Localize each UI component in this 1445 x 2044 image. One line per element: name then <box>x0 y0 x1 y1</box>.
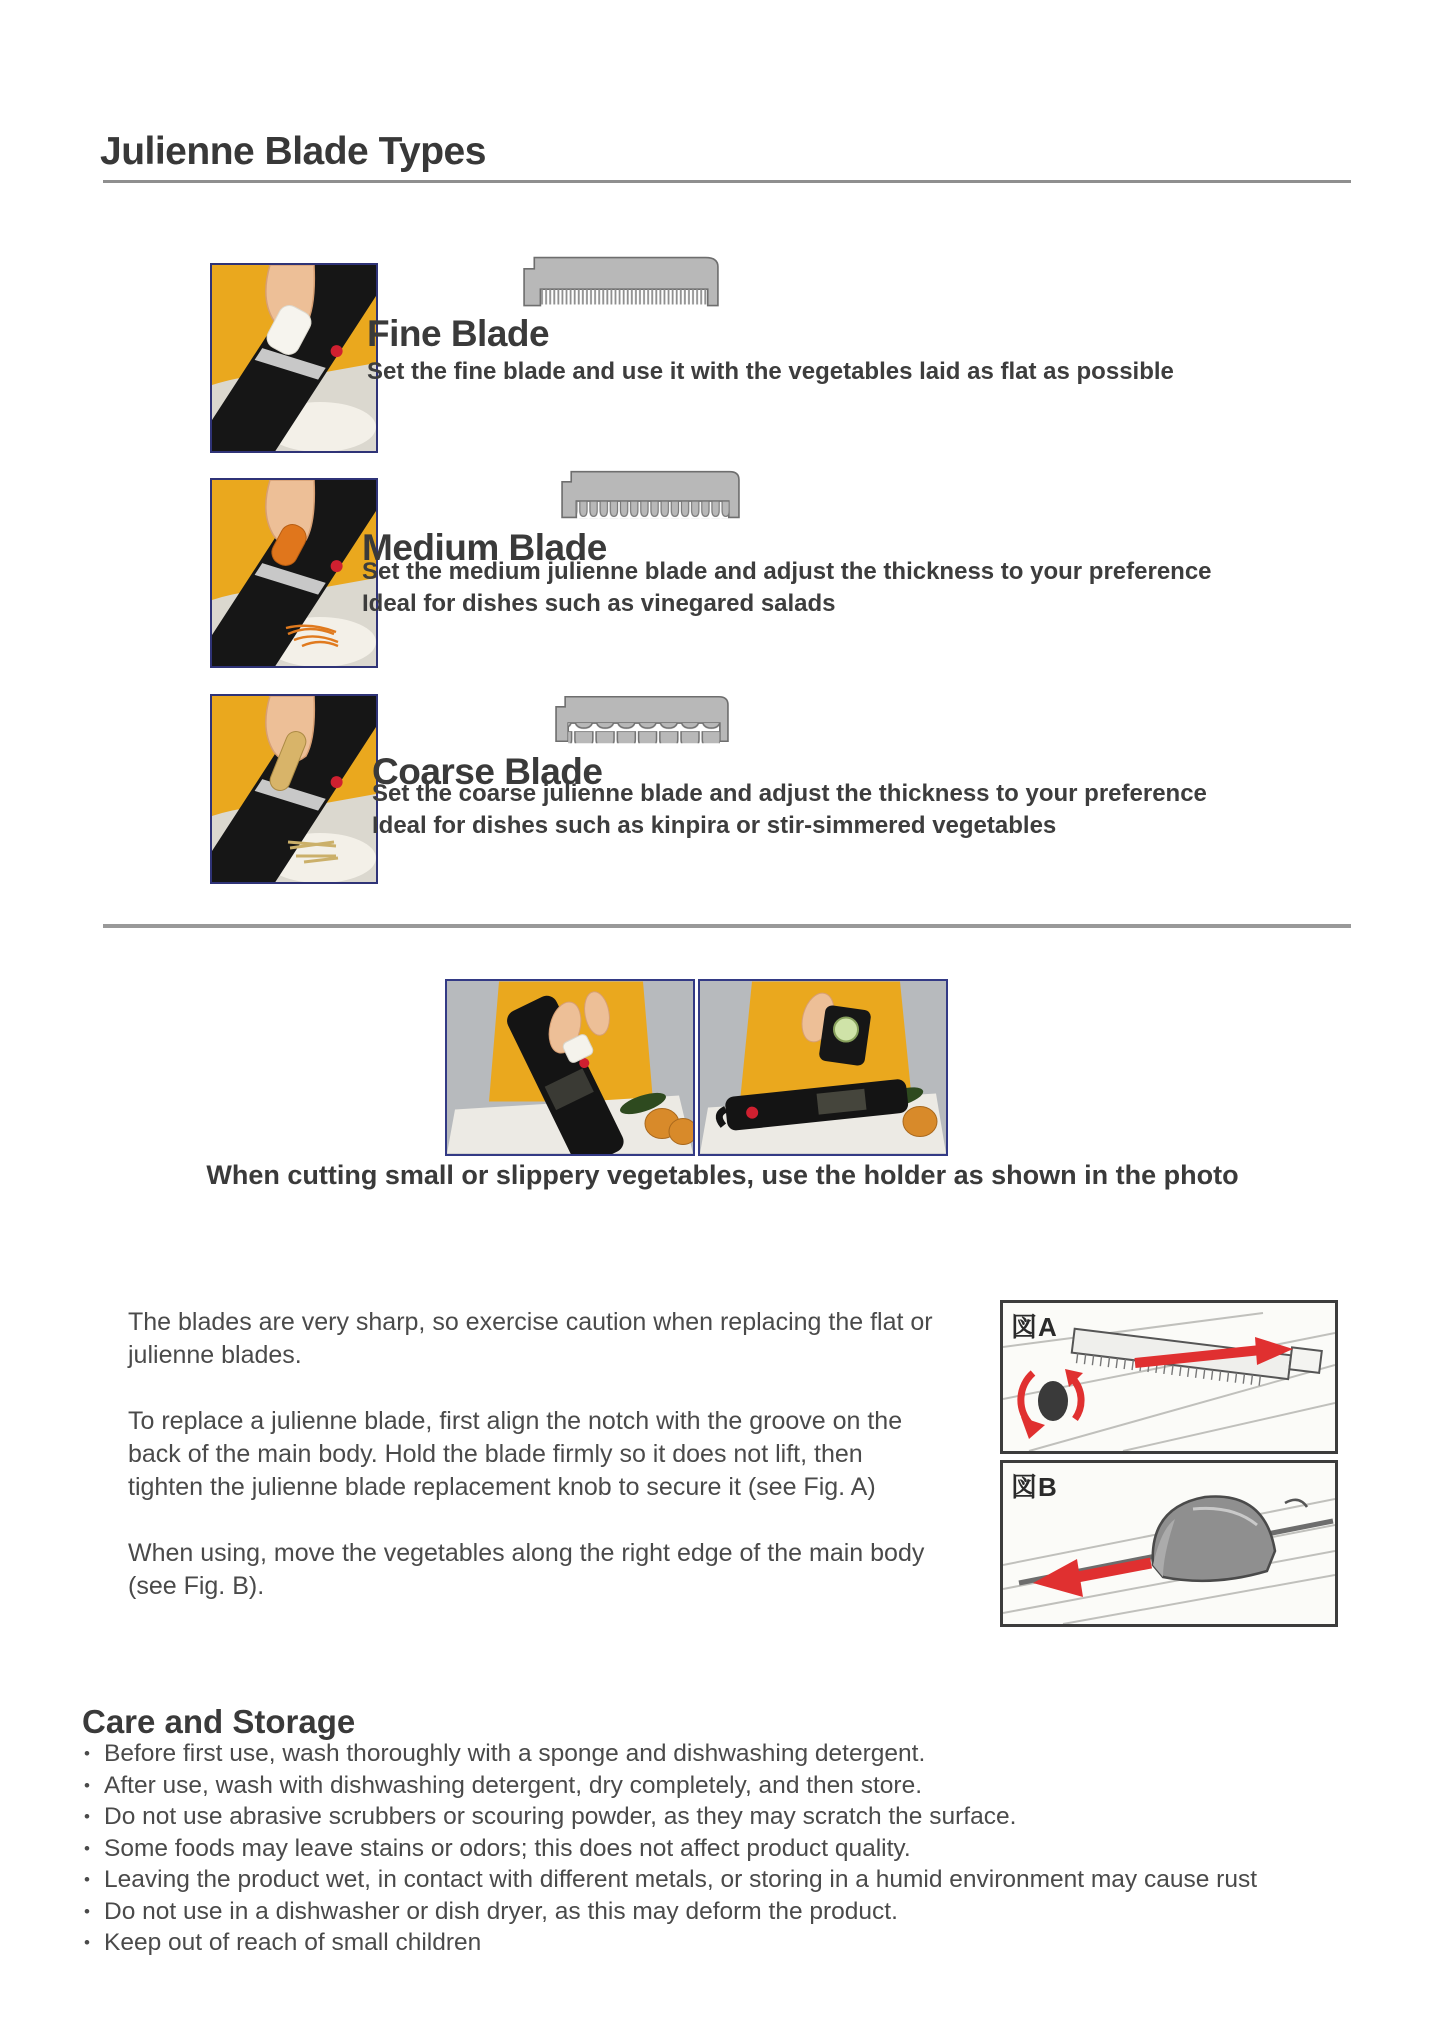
bullet-icon: • <box>84 1744 90 1763</box>
coarse-blade-usage-photo-art <box>212 696 376 882</box>
note-paragraph-2: To replace a julienne blade, first align the notch with the groove on the back of the main body. Hold the blade firmly so it does not lift, then tighten the julienne blade replacement knob to secure it (see Fig. A) <box>128 1407 903 1501</box>
care-item: • Before first use, wash thoroughly with a sponge and dishwashing detergent. <box>84 1738 1257 1770</box>
figure-b-panel <box>1000 1460 1338 1627</box>
holder-usage-photo-right-art <box>700 981 946 1154</box>
figure-a-panel <box>1000 1300 1338 1454</box>
care-item: • Some foods may leave stains or odors; this does not affect product quality. <box>84 1833 1257 1865</box>
note-paragraph-3: When using, move the vegetables along the right edge of the main body (see Fig. B). <box>128 1539 925 1600</box>
coarse-blade-icon <box>552 690 732 748</box>
middle-divider <box>103 924 1351 928</box>
medium-blade-icon <box>558 466 742 522</box>
medium-blade-description: Set the medium julienne blade and adjust the thickness to your preference Ideal for dishes such as vinegared salads <box>362 558 1212 617</box>
coarse-blade-description: Set the coarse julienne blade and adjust the thickness to your preference Ideal for dishes such as kinpira or stir-simmered vegetables <box>372 780 1207 839</box>
fine-blade-description: Set the fine blade and use it with the vegetables laid as flat as possible <box>367 358 1174 385</box>
medium-blade-heading: Medium Blade <box>362 526 607 568</box>
fine-blade-usage-photo-art <box>212 265 376 451</box>
replacement-notes <box>128 1306 933 1636</box>
medium-blade-usage-photo-art <box>212 480 376 666</box>
medium-blade-usage-photo <box>210 478 378 668</box>
bullet-icon: • <box>84 1838 90 1858</box>
top-divider <box>103 180 1351 183</box>
bullet-icon: • <box>84 1870 90 1889</box>
care-item: • Leaving the product wet, in contact with different metals, or storing in a humid environment may cause rust <box>84 1864 1257 1896</box>
figure-a-label: 図A <box>1011 1312 1058 1342</box>
bullet-icon: • <box>84 1775 90 1795</box>
bullet-icon: • <box>84 1807 90 1826</box>
note-paragraph-1: The blades are very sharp, so exercise caution when replacing the flat or julienne blades. <box>128 1308 933 1369</box>
fine-blade-icon <box>520 252 722 308</box>
bullet-icon: • <box>84 1933 90 1952</box>
care-storage-heading: Care and Storage <box>82 1703 356 1741</box>
coarse-blade-usage-photo <box>210 694 378 884</box>
holder-usage-photo-left-art <box>447 981 693 1154</box>
care-item: • Do not use in a dishwasher or dish dryer, as this may deform the product. <box>84 1896 1257 1928</box>
care-item: • Do not use abrasive scrubbers or scouring powder, as they may scratch the surface. <box>84 1801 1257 1833</box>
figure-b-label: 図B <box>1011 1472 1058 1502</box>
fine-blade-usage-photo <box>210 263 378 453</box>
bullet-icon: • <box>84 1901 90 1921</box>
holder-caption: When cutting small or slippery vegetables, use the holder as shown in the photo <box>206 1160 1239 1190</box>
care-item: • After use, wash with dishwashing detergent, dry completely, and then store. <box>84 1770 1257 1802</box>
fine-blade-heading: Fine Blade <box>367 312 550 354</box>
holder-usage-photo-right <box>698 979 948 1156</box>
care-storage-list <box>84 1738 1257 1959</box>
care-item: • Keep out of reach of small children <box>84 1927 1257 1959</box>
page-title: Julienne Blade Types <box>100 130 486 174</box>
coarse-blade-heading: Coarse Blade <box>372 750 603 792</box>
holder-usage-photo-left <box>445 979 695 1156</box>
